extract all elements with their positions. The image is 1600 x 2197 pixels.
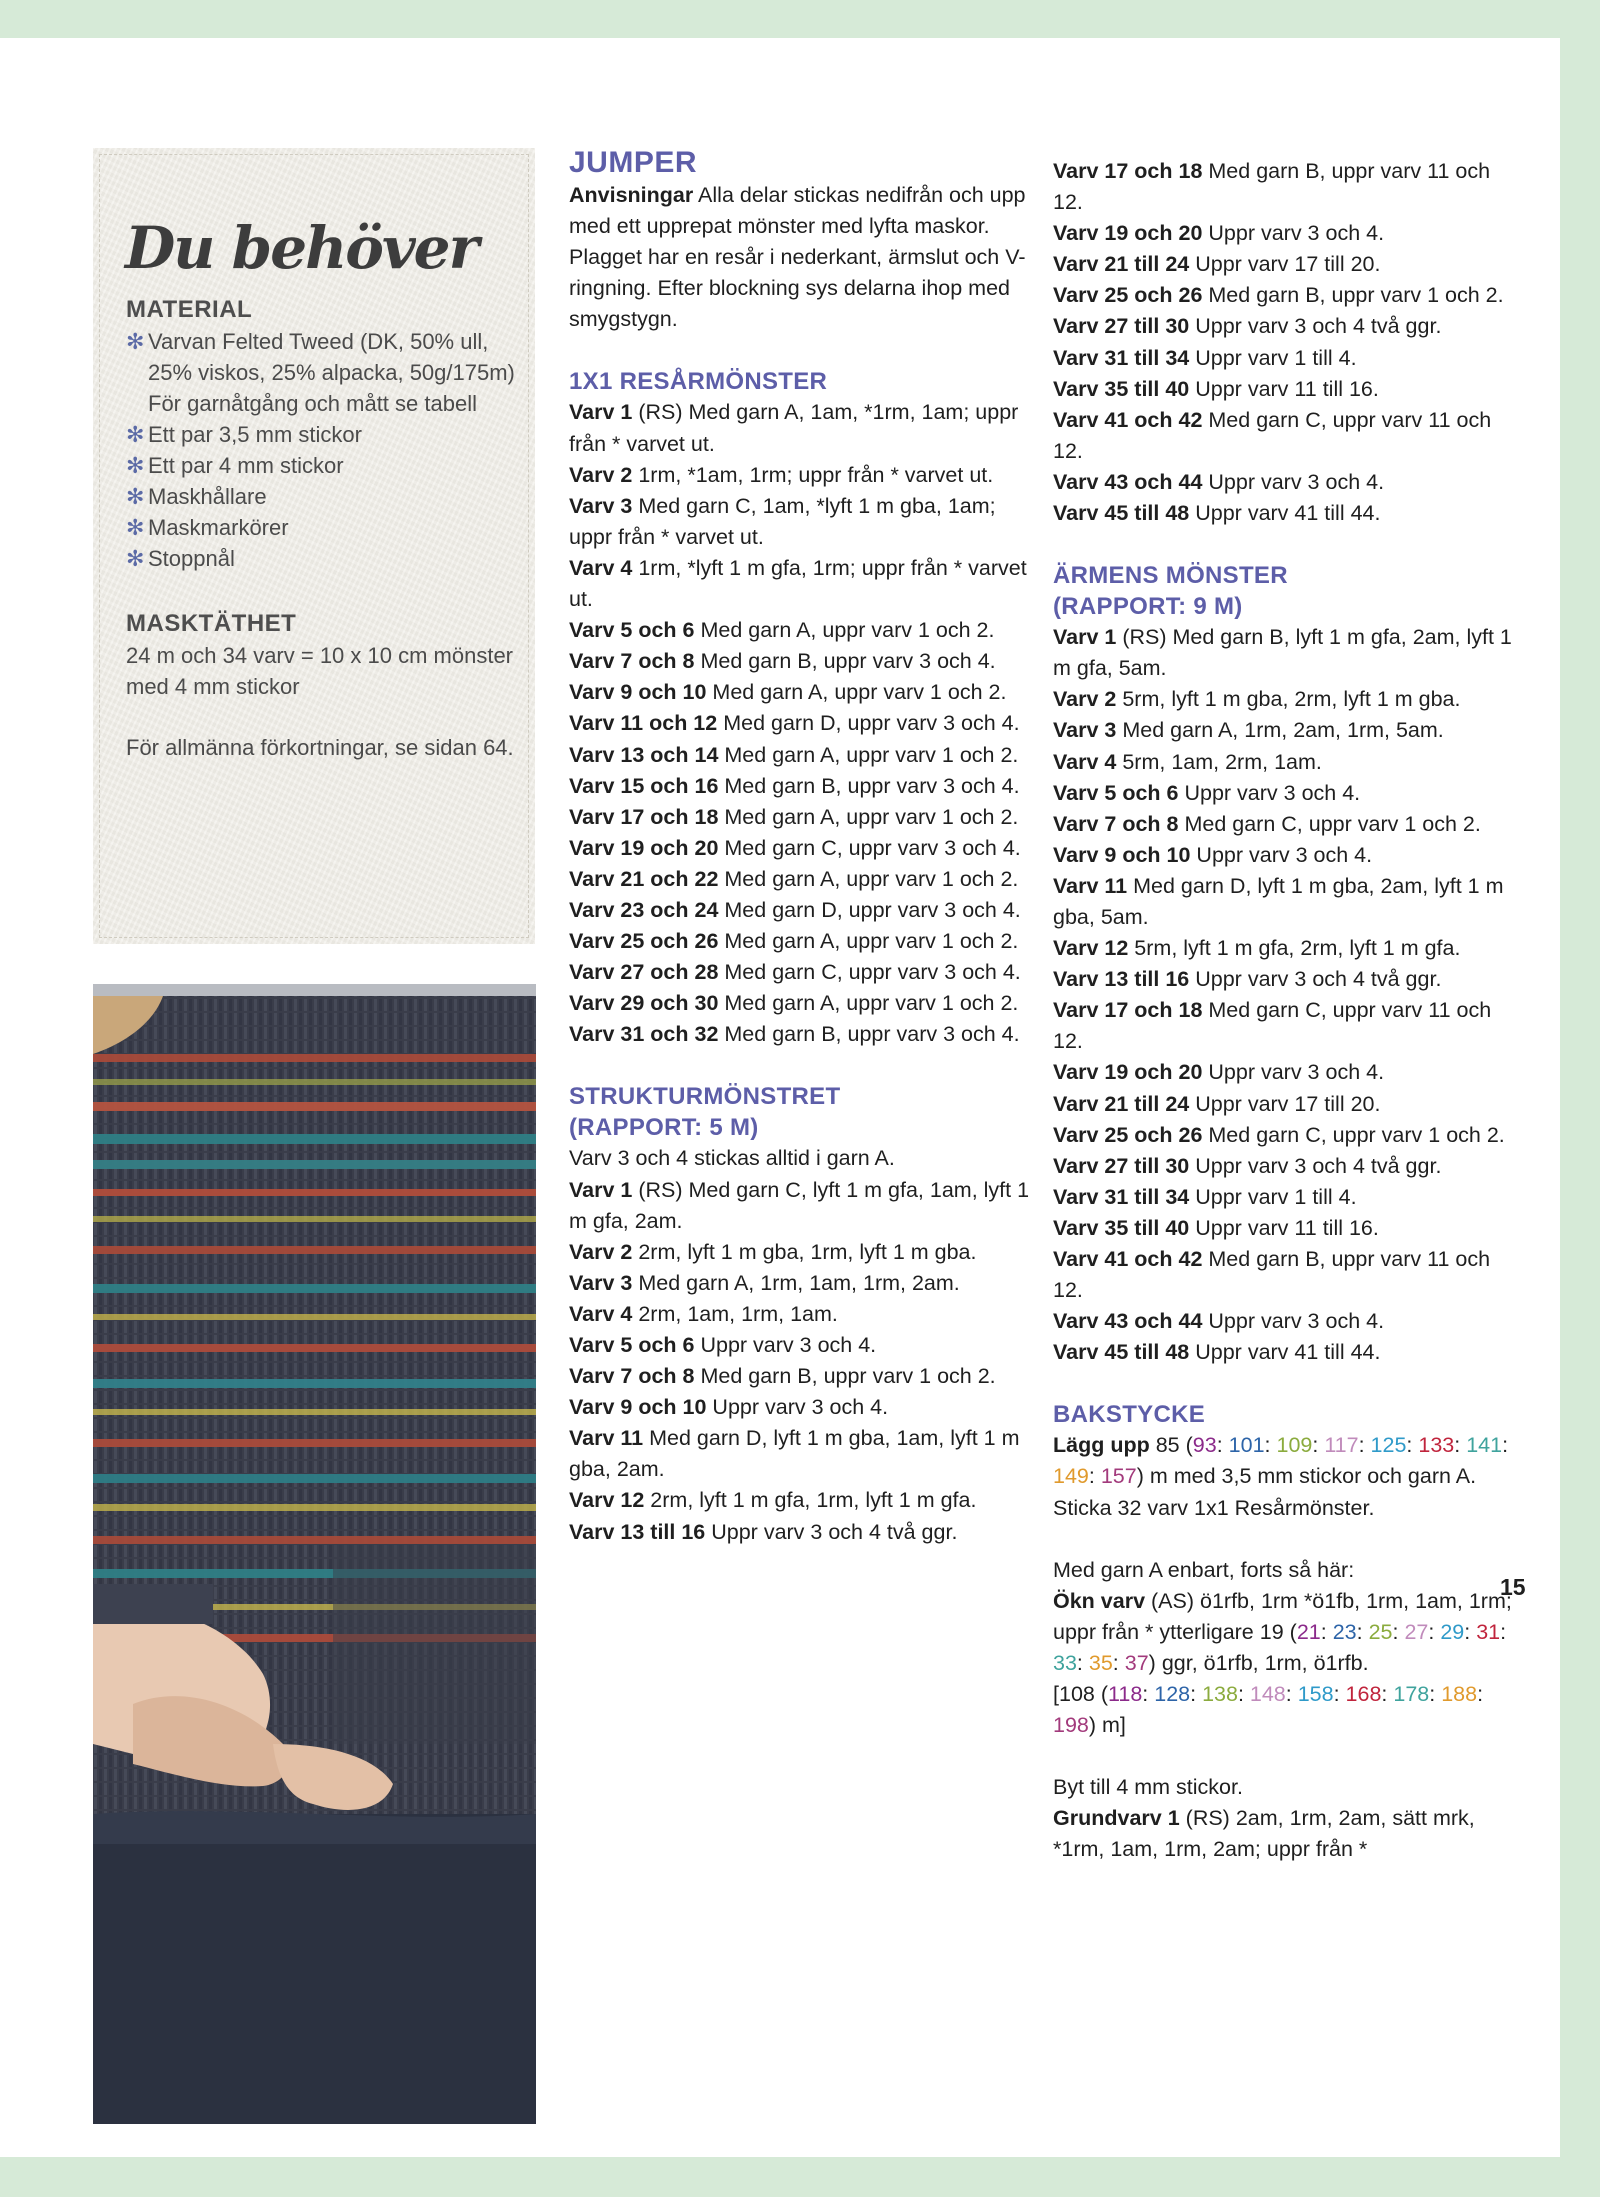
- pattern-row-label: Varv 2: [569, 462, 633, 487]
- pattern-row-text: Med garn D, uppr varv 3 och 4.: [718, 897, 1021, 922]
- pattern-row-label: Varv 4: [569, 1301, 633, 1326]
- abbreviations-note: För allmänna förkortningar, se sidan 64.: [126, 735, 514, 760]
- pattern-row-label: Varv 19 och 20: [569, 835, 719, 860]
- pattern-row: [1053, 1213, 1523, 1244]
- size-value: 25: [1368, 1619, 1393, 1644]
- back-heading: BAKSTYCKE: [1053, 1401, 1206, 1429]
- pattern-row: [1053, 1057, 1523, 1088]
- column-1: [569, 146, 1033, 1548]
- pattern-row: [1053, 218, 1523, 249]
- asterisk-bullet-icon: ✻: [126, 515, 145, 540]
- cast-on-tail: m med 3,5 mm stickor och garn A.: [1149, 1464, 1477, 1489]
- struct-note: Varv 3 och 4 stickas alltid i garn A.: [569, 1146, 895, 1171]
- pattern-row-label: Varv 11 och 12: [569, 711, 718, 736]
- size-value: 29: [1440, 1619, 1465, 1644]
- size-value: 198: [1053, 1713, 1089, 1738]
- size-value: 23: [1332, 1619, 1357, 1644]
- pattern-row-text: Uppr varv 17 till 20.: [1189, 1091, 1381, 1116]
- pattern-row-label: Varv 27 och 28: [569, 960, 719, 985]
- pattern-row: [569, 740, 1033, 771]
- pattern-row-label: Varv 9 och 10: [569, 1395, 707, 1420]
- size-value: 157: [1100, 1464, 1137, 1489]
- sleeve-rows: [1053, 622, 1523, 1368]
- material-item: [126, 450, 516, 481]
- size-value: 37: [1124, 1650, 1149, 1675]
- pattern-row: [569, 1517, 1033, 1548]
- pattern-row-text: 5rm, 1am, 2rm, 1am.: [1116, 749, 1322, 774]
- pattern-row-text: Med garn A, 1rm, 1am, 1rm, 2am.: [632, 1270, 960, 1295]
- materials-content: [126, 296, 516, 763]
- intro-label: Anvisningar: [569, 183, 694, 207]
- pattern-row-text: 1rm, *1am, 1rm; uppr från * varvet ut.: [632, 462, 994, 487]
- back-increase: Ökn varv (AS) ö1rfb, 1rm *ö1fb, 1rm, 1am, 1rm; uppr från * ytterligare 19 (21: 23: 25: 27: 29: 31: 33: 35: 37) ggr, ö1rfb, 1rm, ö1rfb.: [1053, 1588, 1512, 1675]
- pattern-row-label: Varv 29 och 30: [569, 991, 719, 1016]
- pattern-row: [1053, 467, 1523, 498]
- pattern-row: [1053, 1306, 1523, 1337]
- pattern-row: [1053, 747, 1523, 778]
- pattern-row-text: Uppr varv 17 till 20.: [1189, 252, 1381, 277]
- pattern-row: [1053, 778, 1523, 809]
- pattern-row-text: Med garn C, 1am, *lyft 1 m gba, 1am; uppr från * varvet ut.: [569, 493, 996, 549]
- gauge-heading: MASKTÄTHET: [126, 610, 297, 637]
- pattern-row-label: Varv 11: [1053, 873, 1128, 898]
- pattern-row-text: Uppr varv 3 och 4.: [694, 1333, 877, 1357]
- pattern-row-label: Varv 9 och 10: [569, 680, 707, 705]
- asterisk-bullet-icon: ✻: [126, 422, 145, 447]
- pattern-row-label: Varv 7 och 8: [1053, 811, 1179, 836]
- pattern-row-text: Med garn A, uppr varv 1 och 2.: [694, 618, 995, 643]
- pattern-row: [569, 1019, 1033, 1050]
- base-row-text: (RS) 2am, 1rm, 2am, sätt mrk, *1rm, 1am, 1rm, 2am; uppr från *: [1053, 1806, 1475, 1862]
- rib-heading: 1X1 RESÅRMÖNSTER: [569, 368, 828, 396]
- struct-rows-part-2: [1053, 156, 1523, 529]
- size-value: 141: [1466, 1433, 1503, 1458]
- size-value: 109: [1276, 1433, 1313, 1458]
- size-value: 93: [1192, 1433, 1217, 1458]
- pattern-row: [569, 677, 1033, 708]
- pattern-row-label: Varv 13 till 16: [1053, 967, 1190, 992]
- pattern-row-text: Uppr varv 3 och 4.: [1202, 469, 1385, 494]
- pattern-row: [1053, 1120, 1523, 1151]
- pattern-row: [569, 988, 1033, 1019]
- pattern-row: [569, 1361, 1033, 1392]
- cast-on-first: 85: [1155, 1433, 1180, 1458]
- pattern-row: [569, 1237, 1033, 1268]
- material-item: [126, 419, 516, 450]
- pattern-row: [569, 553, 1033, 615]
- pattern-row-text: 5rm, lyft 1 m gfa, 2rm, lyft 1 m gfa.: [1128, 936, 1461, 961]
- pattern-row-label: Varv 2: [569, 1239, 633, 1264]
- column-2: [1053, 156, 1523, 1866]
- sweater-photo: [93, 984, 536, 2124]
- pattern-row-label: Varv 1: [1053, 625, 1117, 650]
- total-first: 108: [1058, 1682, 1095, 1707]
- material-list: [126, 326, 516, 574]
- pattern-row: [569, 1392, 1033, 1423]
- size-value: 138: [1202, 1682, 1238, 1707]
- pattern-row: [1053, 995, 1523, 1057]
- pattern-row-label: Varv 7 och 8: [569, 1364, 695, 1389]
- pattern-row-label: Varv 31 och 32: [569, 1022, 719, 1047]
- pattern-row-label: Varv 41 och 42: [1053, 1247, 1203, 1271]
- pattern-row: [569, 491, 1033, 553]
- pattern-row-label: Varv 1: [569, 400, 633, 425]
- pattern-row: [569, 1485, 1033, 1516]
- size-value: 125: [1370, 1433, 1407, 1458]
- pattern-row: [1053, 280, 1523, 311]
- jumper-intro: [569, 180, 1033, 335]
- pattern-row-text: Med garn C, uppr varv 1 och 2.: [1202, 1122, 1505, 1147]
- total-sizes: 118: 128: 138: 148: 158: 168: 178: 188: 198: [1053, 1682, 1484, 1738]
- material-item-text: Varvan Felted Tweed (DK, 50% ull, 25% viskos, 25% alpacka, 50g/175m) För garnåtgång och mått se tabell: [148, 329, 515, 416]
- pattern-row-text: Med garn D, lyft 1 m gba, 1am, lyft 1 m gba, 2am.: [569, 1426, 1020, 1482]
- pattern-row-text: Med garn A, uppr varv 1 och 2.: [706, 680, 1007, 705]
- pattern-row: [569, 1268, 1033, 1299]
- pattern-row: [1053, 715, 1523, 746]
- pattern-row-text: (RS) Med garn A, 1am, *1rm, 1am; uppr från * varvet ut.: [569, 400, 1019, 456]
- page-number: 15: [1500, 1574, 1526, 1600]
- pattern-row: [569, 615, 1033, 646]
- back-cast-on: Lägg upp 85 (93: 101: 109: 117: 125: 133: 141: 149: 157) m med 3,5 mm stickor och garn A.: [1053, 1433, 1509, 1489]
- pattern-row-text: Uppr varv 3 och 4.: [1202, 1309, 1385, 1334]
- size-value: 35: [1088, 1650, 1113, 1675]
- struct-rows-part-1: [569, 1175, 1033, 1548]
- pattern-row: [1053, 343, 1523, 374]
- pattern-row-label: Varv 4: [1053, 749, 1117, 774]
- pattern-row-label: Varv 9 och 10: [1053, 842, 1191, 867]
- back-garn-line: Med garn A enbart, forts så här:: [1053, 1557, 1355, 1582]
- total-tail: m]: [1102, 1713, 1126, 1738]
- pattern-row-label: Varv 21 till 24: [1053, 252, 1190, 277]
- pattern-row-text: Med garn A, uppr varv 1 och 2.: [718, 742, 1019, 767]
- pattern-row: [1053, 156, 1523, 218]
- increase-label: Ökn varv: [1053, 1588, 1146, 1613]
- materials-box: [93, 148, 535, 944]
- pattern-row: [569, 1175, 1033, 1237]
- pattern-row-label: Varv 43 och 44: [1053, 1309, 1203, 1334]
- pattern-row-label: Varv 31 till 34: [1053, 1184, 1190, 1209]
- size-value: 128: [1154, 1682, 1191, 1707]
- pattern-row: [1053, 1182, 1523, 1213]
- pattern-row-text: 2rm, lyft 1 m gba, 1rm, lyft 1 m gba.: [632, 1239, 977, 1264]
- pattern-row: [569, 833, 1033, 864]
- pattern-row-label: Varv 23 och 24: [569, 897, 719, 922]
- pattern-row-text: Med garn A, uppr varv 1 och 2.: [718, 929, 1019, 954]
- pattern-row: [569, 646, 1033, 677]
- pattern-row-label: Varv 19 och 20: [1053, 221, 1203, 246]
- pattern-row-label: Varv 2: [1053, 687, 1117, 712]
- pattern-row-text: 5rm, lyft 1 m gba, 2rm, lyft 1 m gba.: [1116, 687, 1461, 712]
- pattern-row: [569, 1330, 1033, 1361]
- pattern-row: [1053, 809, 1523, 840]
- pattern-row: [1053, 871, 1523, 933]
- size-value: 101: [1228, 1433, 1265, 1458]
- pattern-row: [1053, 374, 1523, 405]
- sleeve-subheading: (RAPPORT: 9 M): [1053, 593, 1243, 621]
- material-item-text: Ett par 4 mm stickor: [148, 453, 344, 478]
- pattern-row-text: Med garn C, uppr varv 11 och 12.: [1053, 998, 1492, 1054]
- pattern-row-label: Varv 25 och 26: [1053, 1122, 1203, 1147]
- pattern-row-text: Med garn B, uppr varv 1 och 2.: [694, 1364, 996, 1389]
- jumper-heading: JUMPER: [569, 146, 698, 179]
- pattern-row-label: Varv 3: [1053, 718, 1117, 743]
- material-item: [126, 481, 516, 512]
- pattern-row-text: Uppr varv 3 och 4 två ggr.: [1189, 1153, 1442, 1178]
- increase-text-2: ggr, ö1rfb, 1rm, ö1rfb.: [1161, 1650, 1369, 1675]
- pattern-row-label: Varv 27 till 30: [1053, 1153, 1190, 1178]
- pattern-row: [569, 864, 1033, 895]
- pattern-row-label: Varv 12: [569, 1488, 645, 1513]
- size-value: 158: [1297, 1682, 1334, 1707]
- pattern-row-text: Uppr varv 1 till 4.: [1189, 1184, 1357, 1209]
- pattern-row-text: Uppr varv 3 och 4.: [1190, 842, 1373, 867]
- pattern-row-text: Med garn D, lyft 1 m gba, 2am, lyft 1 m gba, 5am.: [1053, 873, 1504, 929]
- material-item: [126, 512, 516, 543]
- increase-text-1: (AS) ö1rfb, 1rm *ö1fb, 1rm, 1am, 1rm; uppr från * ytterligare: [1053, 1588, 1512, 1644]
- pattern-row-label: Varv 3: [569, 493, 633, 518]
- asterisk-bullet-icon: ✻: [126, 484, 145, 509]
- size-value: 31: [1476, 1619, 1501, 1644]
- pattern-row-text: Uppr varv 3 och 4.: [706, 1395, 889, 1420]
- material-item-text: Maskmarkörer: [148, 515, 289, 540]
- pattern-row-text: Med garn B, uppr varv 3 och 4.: [694, 649, 996, 674]
- size-value: 149: [1053, 1464, 1089, 1489]
- base-row-label: Grundvarv 1: [1053, 1806, 1180, 1831]
- pattern-row: [1053, 840, 1523, 871]
- pattern-row: [1053, 933, 1523, 964]
- pattern-row-text: Med garn C, uppr varv 1 och 2.: [1178, 811, 1481, 836]
- pattern-row-label: Varv 25 och 26: [1053, 283, 1203, 308]
- material-item: [126, 326, 516, 419]
- material-item-text: Stoppnål: [148, 546, 235, 571]
- pattern-row-text: Med garn B, uppr varv 3 och 4.: [718, 1022, 1020, 1047]
- pattern-row-text: Med garn D, uppr varv 3 och 4.: [717, 711, 1020, 736]
- gauge-text: 24 m och 34 varv = 10 x 10 cm mönster med 4 mm stickor: [126, 643, 514, 699]
- pattern-row-label: Varv 17 och 18: [569, 804, 719, 829]
- pattern-row: [1053, 1089, 1523, 1120]
- pattern-row-label: Varv 45 till 48: [1053, 501, 1190, 526]
- pattern-row-label: Varv 5 och 6: [569, 1333, 695, 1357]
- page: [0, 38, 1560, 2157]
- pattern-row-label: Varv 11: [569, 1426, 644, 1451]
- pattern-row-label: Varv 35 till 40: [1053, 1215, 1190, 1240]
- pattern-row-label: Varv 5 och 6: [1053, 780, 1179, 805]
- asterisk-bullet-icon: ✻: [126, 546, 145, 571]
- pattern-row-label: Varv 21 och 22: [569, 866, 719, 891]
- pattern-row-text: Med garn B, uppr varv 3 och 4.: [718, 773, 1020, 798]
- pattern-row-label: Varv 7 och 8: [569, 649, 695, 674]
- pattern-row-text: Uppr varv 11 till 16.: [1189, 1215, 1379, 1240]
- size-value: 188: [1441, 1682, 1478, 1707]
- pattern-row-text: Uppr varv 3 och 4.: [1202, 1060, 1385, 1085]
- cast-on-label: Lägg upp: [1053, 1433, 1150, 1458]
- pattern-row-label: Varv 12: [1053, 936, 1129, 961]
- pattern-row-text: Uppr varv 3 och 4.: [1202, 221, 1385, 246]
- pattern-row: [569, 957, 1033, 988]
- increase-first: 19: [1259, 1619, 1284, 1644]
- pattern-row: [569, 708, 1033, 739]
- pattern-row-text: 1rm, *lyft 1 m gfa, 1rm; uppr från * varvet ut.: [569, 555, 1027, 612]
- pattern-row-label: Varv 17 och 18: [1053, 998, 1203, 1023]
- pattern-row-label: Varv 45 till 48: [1053, 1340, 1190, 1365]
- back-base-row: [1053, 1803, 1523, 1865]
- pattern-row-label: Varv 25 och 26: [569, 929, 719, 954]
- pattern-row-text: Med garn C, uppr varv 3 och 4.: [718, 960, 1021, 985]
- intro-text: Alla delar stickas nedifrån och upp med ett upprepat mönster med lyfta maskor. Plagget har en resår i nederkant, ärmslut och V-ringning. Efter blockning sys delarna ihop med smygstygn.: [569, 183, 1026, 332]
- back-total: [108 (118: 128: 138: 148: 158: 168: 178: 188: 198) m]: [1053, 1682, 1484, 1738]
- pattern-row-label: Varv 13 och 14: [569, 742, 719, 767]
- materials-title: Du behöver: [125, 214, 478, 282]
- asterisk-bullet-icon: ✻: [126, 453, 145, 478]
- sweater-photo-icon: [93, 984, 536, 2124]
- sleeve-heading: ÄRMENS MÖNSTER: [1053, 562, 1288, 590]
- pattern-row-label: Varv 27 till 30: [1053, 314, 1190, 339]
- pattern-row-label: Varv 4: [569, 555, 633, 580]
- material-item-text: Ett par 3,5 mm stickor: [148, 422, 362, 447]
- size-value: 133: [1418, 1433, 1455, 1458]
- pattern-row: [569, 1299, 1033, 1330]
- pattern-row-text: 2rm, lyft 1 m gfa, 1rm, lyft 1 m gfa.: [644, 1488, 977, 1513]
- pattern-row-text: Med garn A, 1rm, 2am, 1rm, 5am.: [1116, 718, 1444, 743]
- pattern-row: [1053, 498, 1523, 529]
- pattern-row-label: Varv 5 och 6: [569, 618, 695, 643]
- pattern-row-text: (RS) Med garn B, lyft 1 m gfa, 2am, lyft 1 m gfa, 5am.: [1053, 625, 1512, 681]
- pattern-row-label: Varv 41 och 42: [1053, 407, 1203, 432]
- pattern-row-label: Varv 19 och 20: [1053, 1060, 1203, 1085]
- size-value: 27: [1404, 1619, 1429, 1644]
- pattern-row-text: (RS) Med garn C, lyft 1 m gfa, 1am, lyft 1 m gfa, 2am.: [569, 1177, 1030, 1233]
- pattern-row: [1053, 1337, 1523, 1368]
- pattern-row: [1053, 311, 1523, 342]
- asterisk-bullet-icon: ✻: [126, 329, 145, 354]
- pattern-row-text: Uppr varv 41 till 44.: [1189, 1340, 1381, 1365]
- size-value: 148: [1249, 1682, 1286, 1707]
- pattern-row-label: Varv 35 till 40: [1053, 376, 1190, 401]
- pattern-row-text: 2rm, 1am, 1rm, 1am.: [632, 1301, 838, 1326]
- size-value: 118: [1108, 1682, 1143, 1707]
- pattern-row: [569, 895, 1033, 926]
- pattern-row: [569, 802, 1033, 833]
- pattern-row: [569, 397, 1033, 459]
- pattern-row-text: Med garn C, uppr varv 3 och 4.: [718, 835, 1021, 860]
- pattern-row: [1053, 405, 1523, 467]
- pattern-row-label: Varv 1: [569, 1177, 633, 1202]
- pattern-row: [1053, 964, 1523, 995]
- pattern-row: [569, 926, 1033, 957]
- pattern-row-text: Uppr varv 41 till 44.: [1189, 501, 1381, 526]
- pattern-row: [1053, 249, 1523, 280]
- pattern-row-text: Med garn B, uppr varv 11 och 12.: [1053, 159, 1491, 215]
- material-item: [126, 543, 516, 574]
- size-value: 21: [1296, 1619, 1321, 1644]
- pattern-row-label: Varv 13 till 16: [569, 1519, 706, 1544]
- pattern-row-text: Uppr varv 3 och 4 två ggr.: [1189, 967, 1442, 992]
- struct-heading: STRUKTURMÖNSTRET: [569, 1083, 841, 1111]
- pattern-row: [1053, 1244, 1523, 1306]
- pattern-row: [1053, 684, 1523, 715]
- pattern-row-text: Uppr varv 3 och 4 två ggr.: [705, 1519, 958, 1544]
- pattern-row-text: Med garn A, uppr varv 1 och 2.: [718, 991, 1019, 1016]
- back-rib-line: Sticka 32 varv 1x1 Resårmönster.: [1053, 1495, 1375, 1520]
- size-value: 117: [1324, 1433, 1359, 1458]
- pattern-row-label: Varv 15 och 16: [569, 773, 719, 798]
- pattern-row-label: Varv 31 till 34: [1053, 345, 1190, 370]
- size-value: 168: [1345, 1682, 1382, 1707]
- pattern-row: [1053, 1151, 1523, 1182]
- pattern-row: [569, 1423, 1033, 1485]
- pattern-row-text: Uppr varv 3 och 4.: [1178, 780, 1361, 805]
- cast-on-sizes: 93: 101: 109: 117: 125: 133: 141: 149: 157: [1053, 1433, 1509, 1489]
- pattern-row-text: Uppr varv 11 till 16.: [1189, 376, 1379, 401]
- material-item-text: Maskhållare: [148, 484, 267, 509]
- pattern-row-text: Med garn B, uppr varv 1 och 2.: [1202, 283, 1504, 308]
- increase-sizes: 21: 23: 25: 27: 29: 31: 33: 35: 37: [1053, 1619, 1507, 1675]
- pattern-row-label: Varv 43 och 44: [1053, 469, 1203, 494]
- pattern-row-text: Med garn B, uppr varv 11 och 12.: [1053, 1247, 1491, 1303]
- size-value: 178: [1393, 1682, 1430, 1707]
- pattern-row-label: Varv 17 och 18: [1053, 159, 1203, 183]
- material-heading: MATERIAL: [126, 296, 253, 323]
- pattern-row: [569, 771, 1033, 802]
- pattern-row-text: Uppr varv 1 till 4.: [1189, 345, 1357, 370]
- pattern-row-text: Med garn A, uppr varv 1 och 2.: [718, 866, 1019, 891]
- size-value: 33: [1053, 1650, 1077, 1675]
- pattern-row-label: Varv 3: [569, 1270, 633, 1295]
- pattern-row-text: Uppr varv 3 och 4 två ggr.: [1189, 314, 1442, 339]
- pattern-row-text: Med garn A, uppr varv 1 och 2.: [718, 804, 1019, 829]
- pattern-row: [1053, 622, 1523, 684]
- back-switch-line: Byt till 4 mm stickor.: [1053, 1775, 1243, 1800]
- pattern-row: [569, 460, 1033, 491]
- pattern-row-label: Varv 21 till 24: [1053, 1091, 1190, 1116]
- struct-subheading: (RAPPORT: 5 M): [569, 1114, 759, 1142]
- rib-rows: [569, 397, 1033, 1050]
- pattern-row-text: Med garn C, uppr varv 11 och 12.: [1053, 407, 1492, 463]
